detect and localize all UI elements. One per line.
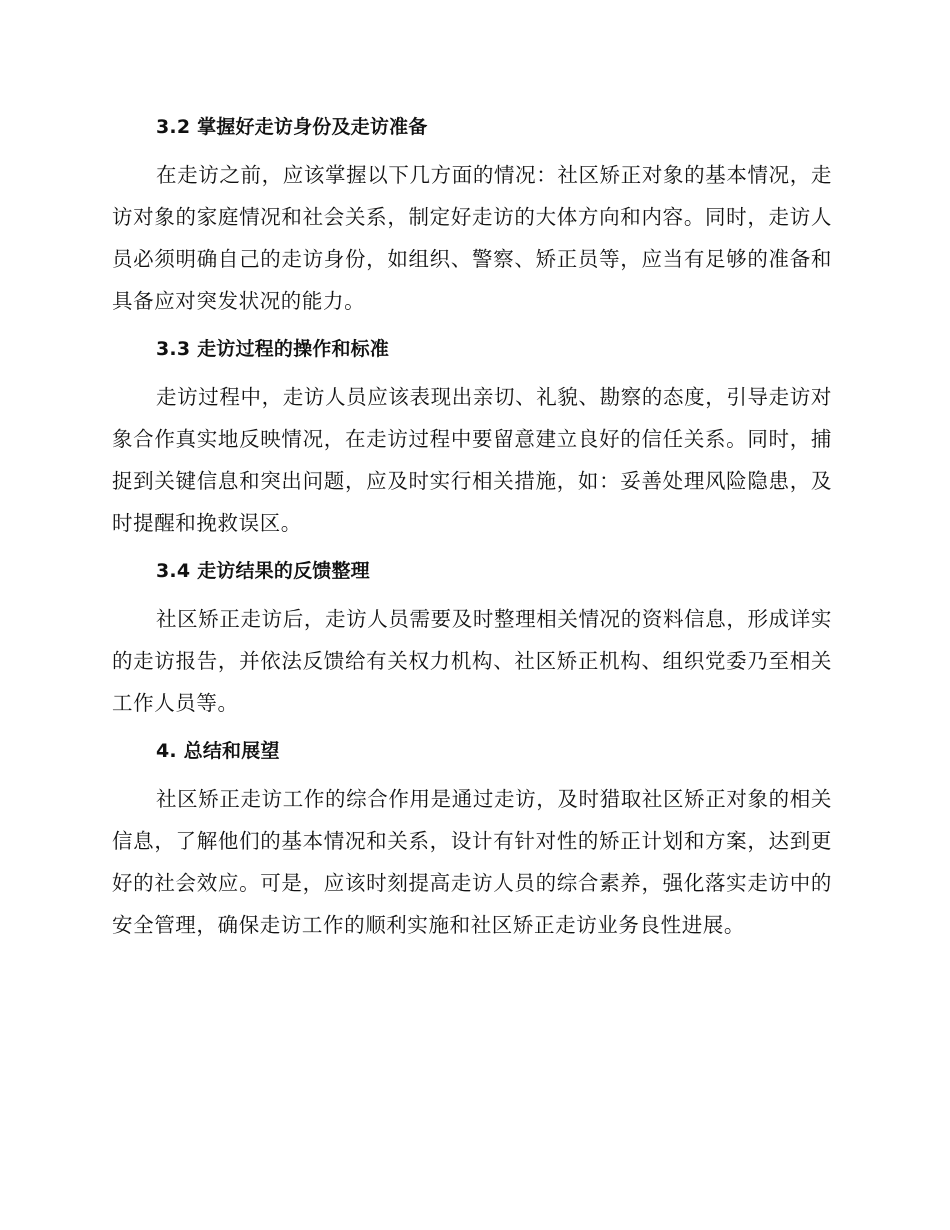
section-heading-3-2: 3.2 掌握好走访身份及走访准备 — [156, 116, 428, 138]
section-paragraph-3-2: 在走访之前，应该掌握以下几方面的情况：社区矫正对象的基本情况，走访对象的家庭情况和社会关系，制定好走访的大体方向和内容。同时，走访人员必须明确自己的走访身份，如组织、警察、矫正员等，应当有足够的准备和具备应对突发状况的能力。 — [112, 163, 832, 313]
section-paragraph-3-3: 走访过程中，走访人员应该表现出亲切、礼貌、勘察的态度，引导走访对象合作真实地反映情况，在走访过程中要留意建立良好的信任关系。同时，捕捉到关键信息和突出问题，应及时实行相关措施，如：妥善处理风险隐患，及时提醒和挽救误区。 — [112, 385, 832, 535]
section-paragraph-3-4: 社区矫正走访后，走访人员需要及时整理相关情况的资料信息，形成详实的走访报告，并依法反馈给有关权力机构、社区矫正机构、组织党委乃至相关工作人员等。 — [112, 607, 832, 715]
section-paragraph-4: 社区矫正走访工作的综合作用是通过走访，及时猎取社区矫正对象的相关信息，了解他们的基本情况和关系，设计有针对性的矫正计划和方案，达到更好的社会效应。可是，应该时刻提高走访人员的综合素养，强化落实走访中的安全管理，确保走访工作的顺利实施和社区矫正走访业务良性进展。 — [112, 787, 832, 937]
document-body — [112, 106, 832, 952]
section-heading-3-3: 3.3 走访过程的操作和标准 — [156, 338, 390, 360]
section-heading-3-4: 3.4 走访结果的反馈整理 — [156, 560, 370, 582]
section-heading-4: 4. 总结和展望 — [156, 740, 280, 762]
